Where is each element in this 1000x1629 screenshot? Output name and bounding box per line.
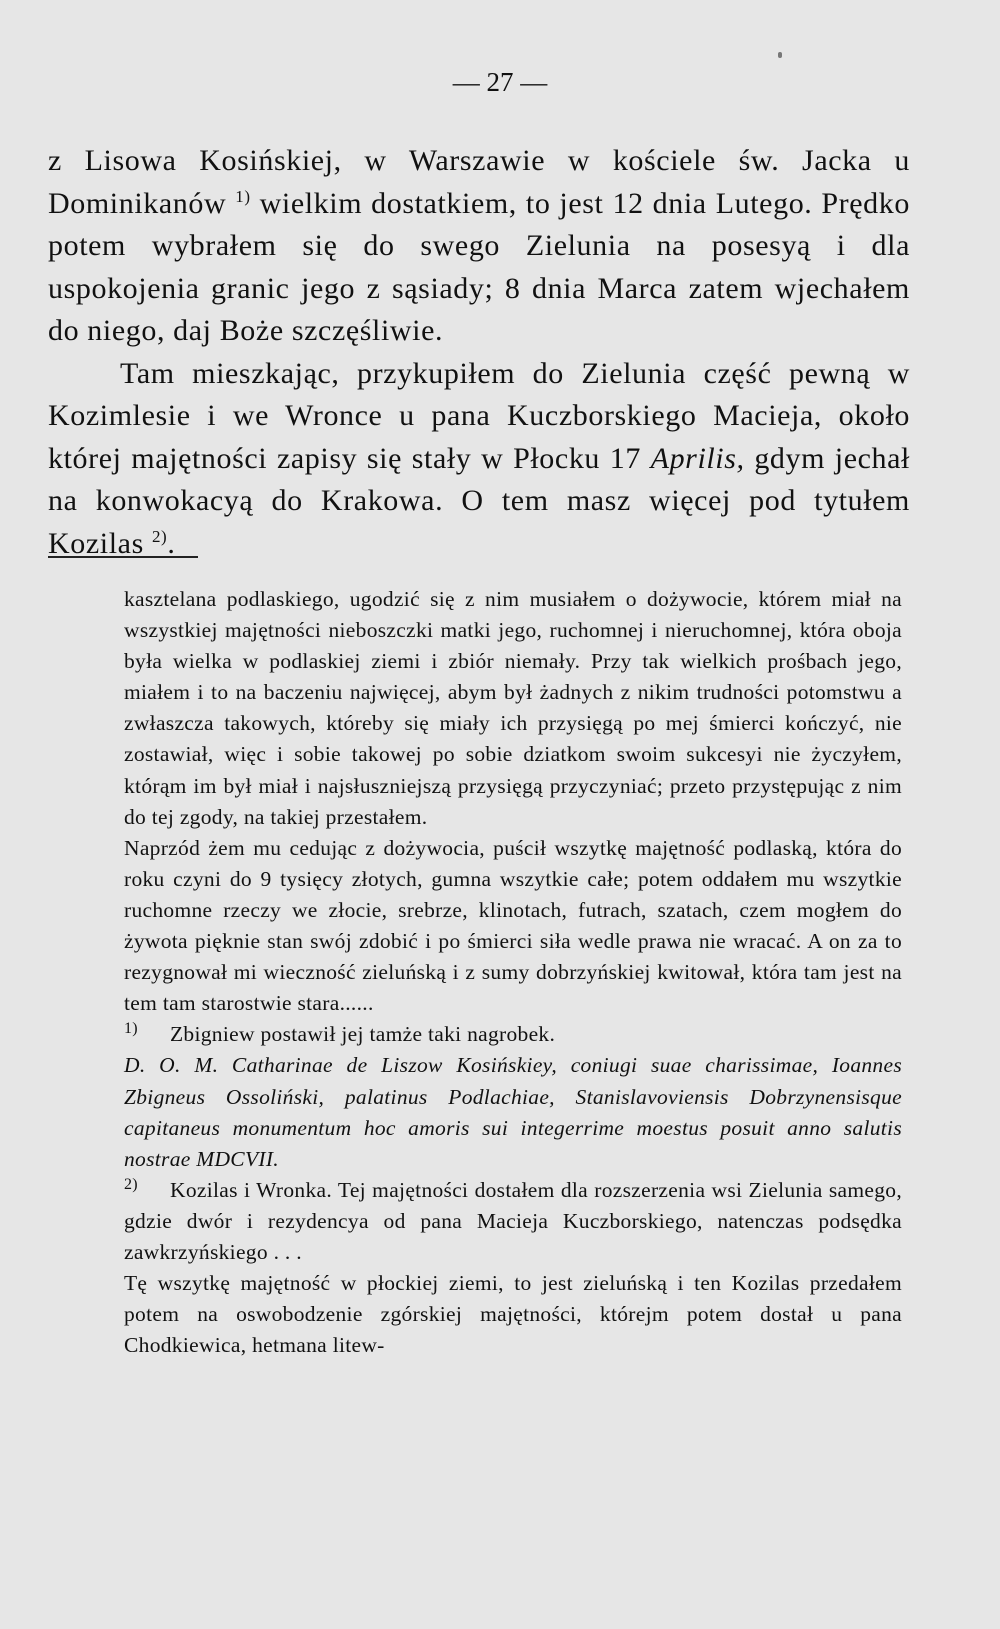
footnote-2: 2) Kozilas i Wronka. Tej majętności dostałem dla rozszerzenia wsi Zielunia samego, gdzie dwór i rezydencya od pana Macieja Kuczborskiego, natenczas podsędka zawkrzyńskiego . . . [124,1175,902,1264]
continued-footnote-2: Naprzód żem mu cedując z dożywocia, puścił wszytkę majętność podlaską, która do roku czyni do 9 tysięcy złotych, gumna wszytkie całe; potem oddałem mu wszytkie ruchomne rzeczy we złocie, srebrze, klinotach, futrach, szatach, czem mogłem do żywota pięknie stan swój zdobić i po śmierci siła wedle prawa nie wracać. A on za to rezygnował mi wieczność zieluńską i z sumy dobrzyńskiej kwitował, która tam jest na tem tam starostwie stara...... [124,835,902,1016]
italic-word: Aprilis, [650,441,745,475]
footnote-2-text-continued: Tę wszytkę majętność w płockiej ziemi, to jest zieluńską i ten Kozilas przedałem potem na oswobodzenie zgórskiej majętności, którejm potem dostał u pana Chodkiewica, hetmana litew- [124,1271,902,1358]
paragraph [48,353,910,566]
paragraph-2-text-continued: gdym jechał na konwokacyą do Krakowa. O tem masz więcej pod tytułem Kozilas [48,441,910,560]
footnote-ref: 2) [151,526,168,546]
page-number: — 27 — [452,67,548,97]
main-text [48,140,910,565]
paragraph-2-text: Tam mieszkając, przykupiłem do Zielunia część pewną w Kozimlesie i we Wronce u pana Kuczborskiego Macieja, około której majętności zapisy się stały w Płocku 17 [48,356,910,475]
footnote-2-text: Kozilas i Wronka. Tej majętności dostałem dla rozszerzenia wsi Zielunia samego, gdzie dwór i rezydencya od pana Macieja Kuczborskiego, natenczas podsędka zawkrzyńskiego . . . [124,1177,902,1264]
footnote-ref: 1) [235,186,251,206]
paragraph [48,140,910,353]
footnote-1-inscription: D. O. M. Catharinae de Liszow Kosińskiey, coniugi suae charissimae, Ioannes Zbigneus Ossoliński, palatinus Podlachiae, Stanislavoviensis Dobrzynensisque capitaneus monumentum hoc amoris sui integerrime moestus posuit anno salutis nostrae MDCVII. [124,1053,902,1171]
footnote-divider [48,556,198,558]
paragraph-2-end: . [167,526,176,560]
continued-footnote: kasztelana podlaskiego, ugodzić się z nim musiałem o dożywocie, którem miał na wszystkiej majętności nieboszczki matki jego, ruchomnej i nieruchomnej, która oboja była wielka w podlaskiej ziemi i zbiór niemały. Przy tak wielkich prośbach jego, miałem i to na baczeniu najwięcej, abym był żadnych z nikim trudności potomstwu a zwłaszcza takowych, któreby się miały ich przysięgą po mej śmierci kończyć, nie zostawiał, więc i sobie takowej po sobie dziatkom swoim sukcesyi nie życzyłem, którąm im był miał i najsłuszniejszą przysięgą przyczyniać; przeto przystępując z nim do tej zgody, na takiej przestałem. [124,587,902,829]
footnote-1: 1) Zbigniew postawił jej tamże taki nagrobek. [124,1020,556,1047]
footnotes [124,584,902,1361]
paragraph-1-text: z Lisowa Kosińskiej, w Warszawie w kościele św. Jacka u Dominikanów [48,144,910,220]
footnote-1-text: Zbigniew postawił jej tamże taki nagrobek. [170,1022,556,1047]
paragraph-1-text-continued: wielkim dostatkiem, to jest 12 dnia Lutego. Prędko potem wybrałem się do swego Zielunia na posesyą i dla uspokojenia granic jego z sąsiady; 8 dnia Marca zatem wjechałem do niego, daj Boże szczęśliwie. [48,186,910,347]
print-speck [778,52,782,58]
